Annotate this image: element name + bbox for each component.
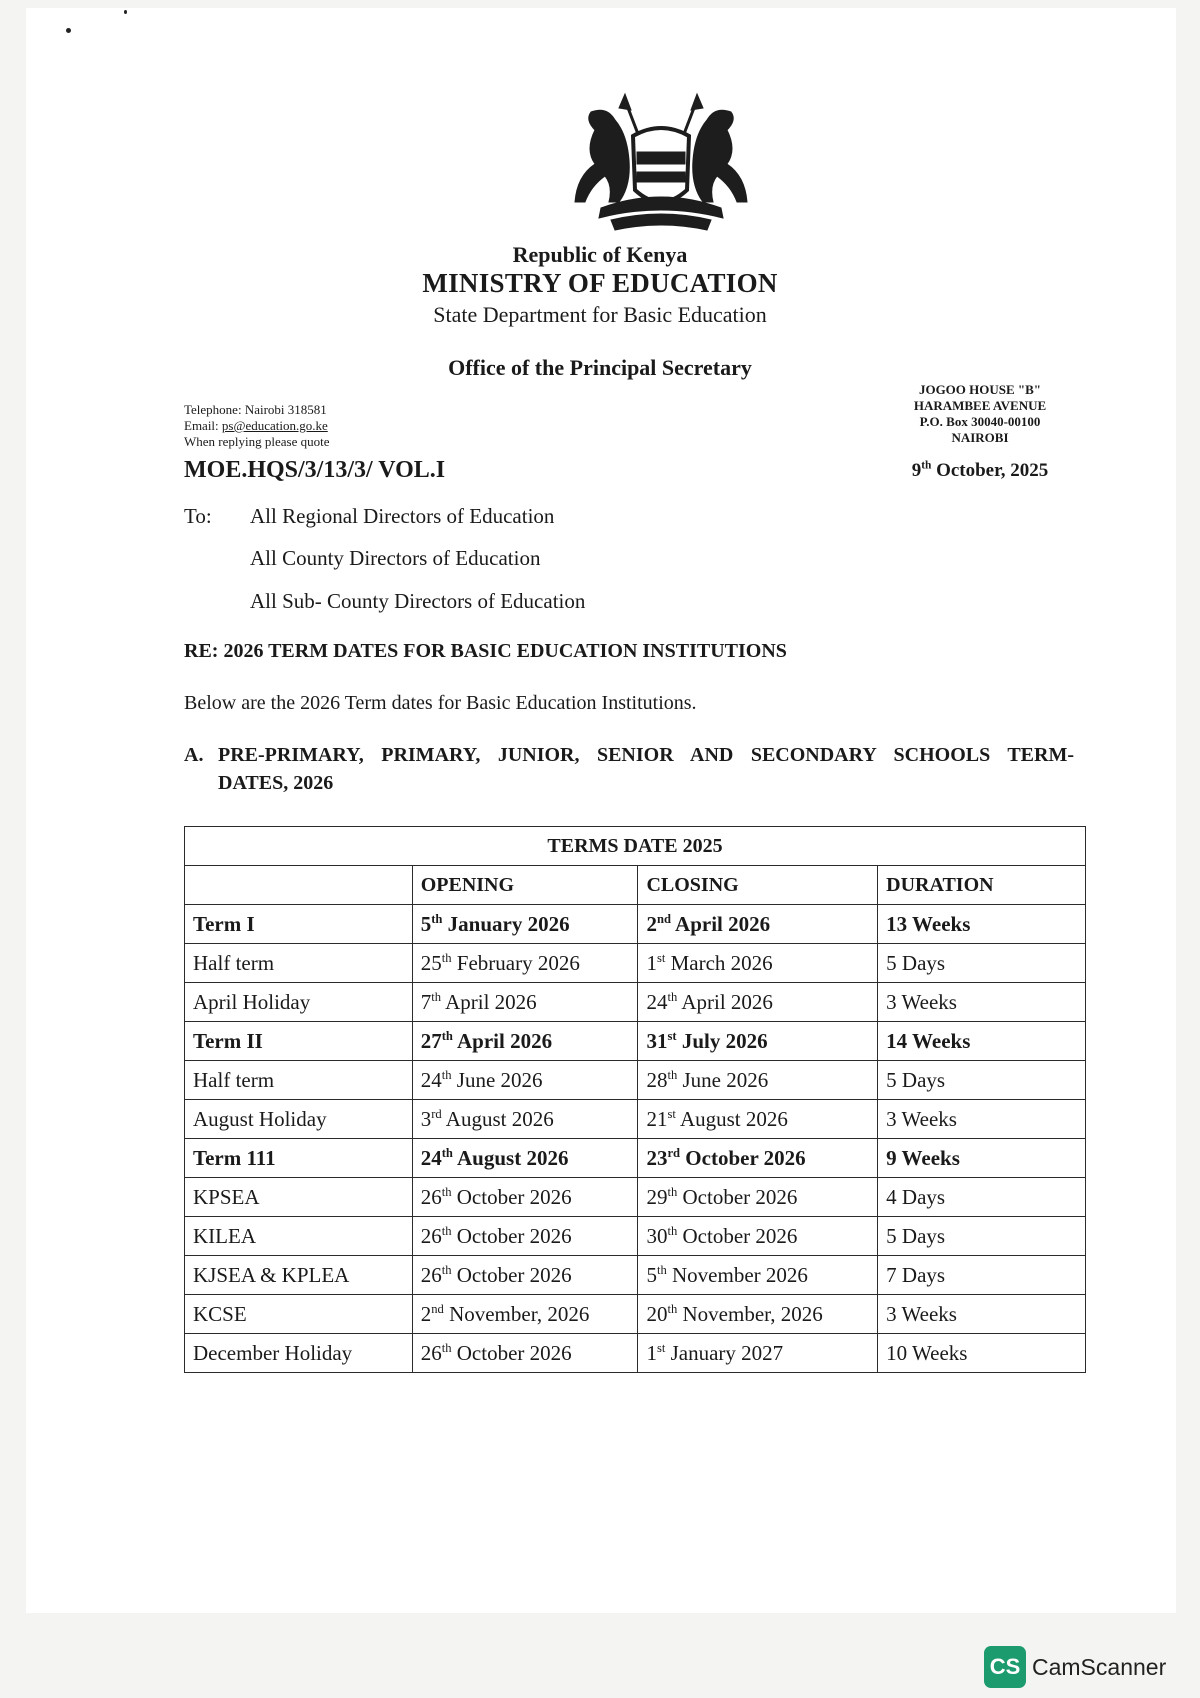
column-header: OPENING: [412, 866, 638, 905]
opening-date: 24th June 2026: [412, 1061, 638, 1100]
row-label: KCSE: [185, 1295, 413, 1334]
column-header: DURATION: [878, 866, 1086, 905]
row-label: KILEA: [185, 1217, 413, 1256]
table-row: [185, 1178, 1086, 1217]
reference-number: MOE.HQS/3/13/3/ VOL.I: [184, 457, 446, 483]
closing-date: 1st March 2026: [638, 944, 878, 983]
row-label: Term II: [185, 1022, 413, 1061]
address-line: P.O. Box 30040-00100: [919, 414, 1041, 429]
opening-date: 27th April 2026: [412, 1022, 638, 1061]
coat-of-arms-icon: [555, 90, 767, 238]
opening-date: 25th February 2026: [412, 944, 638, 983]
scan-speck: [66, 28, 71, 33]
opening-date: 26th October 2026: [412, 1334, 638, 1373]
closing-date: 29th October 2026: [638, 1178, 878, 1217]
closing-date: 24th April 2026: [638, 983, 878, 1022]
table-row: [185, 1100, 1086, 1139]
table-row: [185, 944, 1086, 983]
opening-date: 24th August 2026: [412, 1139, 638, 1178]
closing-date: 28th June 2026: [638, 1061, 878, 1100]
table-row: [185, 1334, 1086, 1373]
department-heading: State Department for Basic Education: [433, 302, 767, 327]
table-title-row: [185, 827, 1086, 866]
intro-text: Below are the 2026 Term dates for Basic Education Institutions.: [184, 692, 697, 714]
closing-date: 2nd April 2026: [638, 905, 878, 944]
opening-date: 26th October 2026: [412, 1217, 638, 1256]
opening-date: 5th January 2026: [412, 905, 638, 944]
duration: 3 Weeks: [878, 1100, 1086, 1139]
telephone-text: Telephone: Nairobi 318581: [184, 402, 327, 417]
camscanner-watermark: [984, 1646, 1166, 1688]
closing-date: 23rd October 2026: [638, 1139, 878, 1178]
office-heading: Office of the Principal Secretary: [448, 355, 752, 380]
closing-date: 20th November, 2026: [638, 1295, 878, 1334]
email-line: [184, 418, 329, 434]
table-title: TERMS DATE 2025: [185, 827, 1086, 866]
table-row: [185, 1295, 1086, 1334]
address-block: [880, 382, 1080, 446]
table-body: [185, 905, 1086, 1373]
address-line: NAIROBI: [951, 430, 1009, 445]
to-label: To:: [184, 504, 212, 528]
contact-block: [184, 402, 329, 450]
ministry-heading: MINISTRY OF EDUCATION: [422, 268, 778, 298]
duration: 10 Weeks: [878, 1334, 1086, 1373]
duration: 3 Weeks: [878, 1295, 1086, 1334]
section-title-line: DATES, 2026: [218, 772, 334, 794]
camscanner-logo-icon: CS: [984, 1646, 1026, 1688]
recipient-line: All Regional Directors of Education: [250, 504, 555, 528]
term-dates-table: [184, 826, 1086, 1373]
row-label: KPSEA: [185, 1178, 413, 1217]
camscanner-name: CamScanner: [1032, 1653, 1167, 1680]
row-label: Half term: [185, 1061, 413, 1100]
reply-note: When replying please quote: [184, 434, 330, 449]
address-line: HARAMBEE AVENUE: [913, 398, 1047, 413]
duration: 4 Days: [878, 1178, 1086, 1217]
duration: 14 Weeks: [878, 1022, 1086, 1061]
scan-speck: [124, 10, 127, 14]
row-label: Half term: [185, 944, 413, 983]
recipient-line: All Sub- County Directors of Education: [250, 589, 586, 613]
row-label: Term I: [185, 905, 413, 944]
opening-date: 2nd November, 2026: [412, 1295, 638, 1334]
table-header-row: [185, 866, 1086, 905]
closing-date: 30th October 2026: [638, 1217, 878, 1256]
duration: 13 Weeks: [878, 905, 1086, 944]
section-title-line: PRE-PRIMARY, PRIMARY, JUNIOR, SENIOR AND SECONDARY SCHOOLS TERM-: [218, 744, 1074, 766]
table-row: [185, 983, 1086, 1022]
row-label: August Holiday: [185, 1100, 413, 1139]
row-label: Term 111: [185, 1139, 413, 1178]
column-header: [185, 866, 413, 905]
duration: 9 Weeks: [878, 1139, 1086, 1178]
table-row: [185, 1061, 1086, 1100]
closing-date: 5th November 2026: [638, 1256, 878, 1295]
table-row: [185, 1139, 1086, 1178]
opening-date: 7th April 2026: [412, 983, 638, 1022]
closing-date: 31st July 2026: [638, 1022, 878, 1061]
duration: 5 Days: [878, 944, 1086, 983]
table-row: [185, 1022, 1086, 1061]
section-number: A.: [184, 744, 204, 766]
closing-date: 1st January 2027: [638, 1334, 878, 1373]
duration: 5 Days: [878, 1061, 1086, 1100]
opening-date: 3rd August 2026: [412, 1100, 638, 1139]
letter-date: 9th October, 2025: [911, 459, 1049, 481]
row-label: April Holiday: [185, 983, 413, 1022]
duration: 5 Days: [878, 1217, 1086, 1256]
duration: 3 Weeks: [878, 983, 1086, 1022]
duration: 7 Days: [878, 1256, 1086, 1295]
row-label: KJSEA & KPLEA: [185, 1256, 413, 1295]
address-line: JOGOO HOUSE "B": [918, 382, 1042, 397]
subject-line: RE: 2026 TERM DATES FOR BASIC EDUCATION INSTITUTIONS: [184, 640, 787, 662]
closing-date: 21st August 2026: [638, 1100, 878, 1139]
opening-date: 26th October 2026: [412, 1256, 638, 1295]
recipient-line: All County Directors of Education: [250, 546, 541, 570]
row-label: December Holiday: [185, 1334, 413, 1373]
column-header: CLOSING: [638, 866, 878, 905]
email-link[interactable]: ps@education.go.ke: [221, 418, 328, 433]
republic-heading: Republic of Kenya: [512, 242, 688, 267]
table-row: [185, 1256, 1086, 1295]
table-row: [185, 1217, 1086, 1256]
email-label: Email:: [184, 418, 219, 433]
table-row: [185, 905, 1086, 944]
opening-date: 26th October 2026: [412, 1178, 638, 1217]
